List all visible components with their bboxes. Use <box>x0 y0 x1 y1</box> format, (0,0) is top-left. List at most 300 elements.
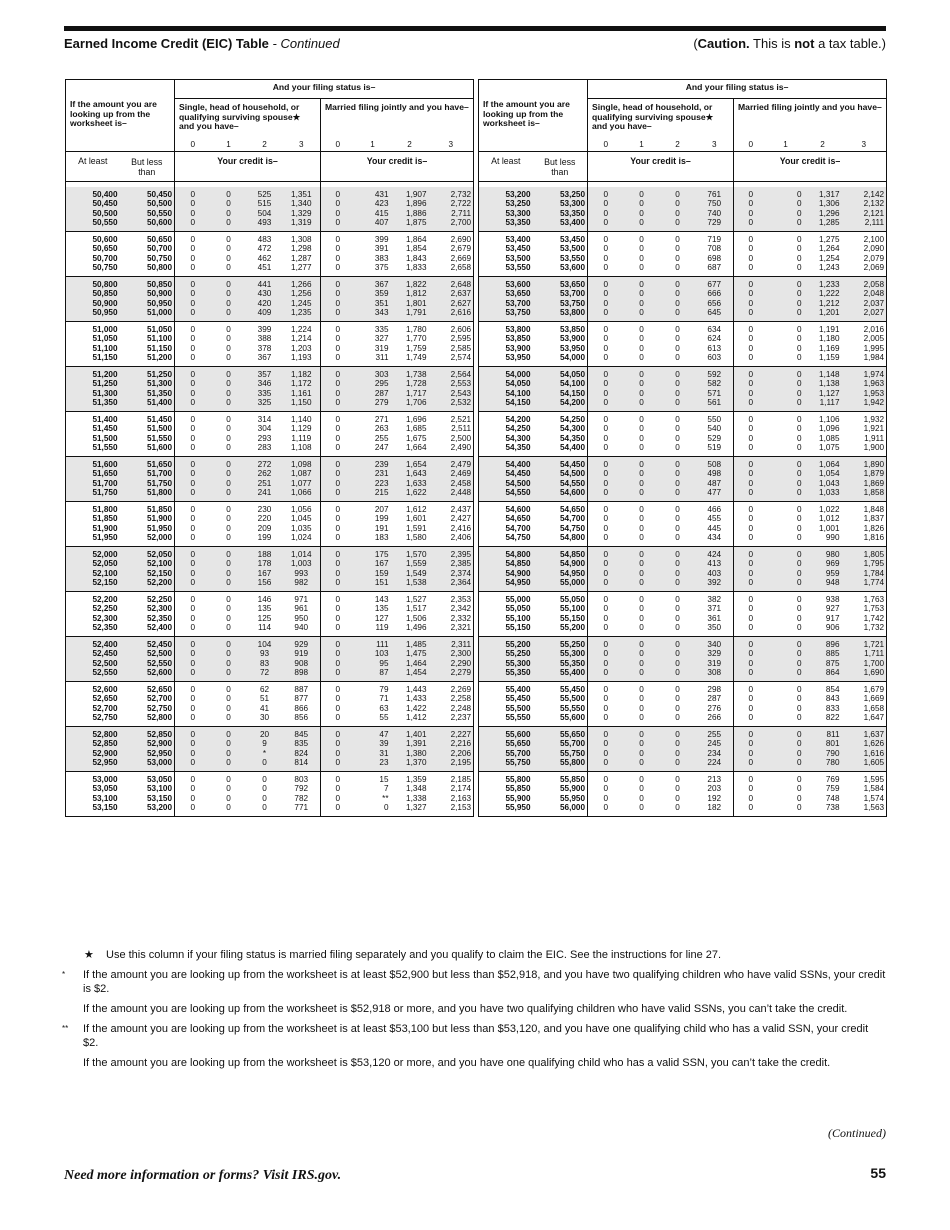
income-bound: 54,000 <box>533 353 588 366</box>
credit-value: 919 <box>283 649 321 659</box>
credit-value: 431 <box>355 187 391 200</box>
credit-value: 2,606 <box>429 321 474 334</box>
income-bound: 53,350 <box>533 209 588 219</box>
income-bound: 54,100 <box>533 379 588 389</box>
credit-value: 0 <box>768 758 804 771</box>
credit-value: 0 <box>796 244 802 253</box>
credit-value: 508 <box>696 456 734 469</box>
income-bound: 55,400 <box>479 681 533 694</box>
credit-value: 0 <box>796 604 802 613</box>
income-bound: 55,750 <box>479 758 533 771</box>
credit-value: 0 <box>675 424 680 433</box>
credit-value: 203 <box>707 784 722 793</box>
credit-value: 371 <box>707 604 722 613</box>
table-row <box>66 803 474 816</box>
credit-value: 0 <box>321 276 355 289</box>
credit-value: 0 <box>321 443 355 456</box>
credit-value: 0 <box>588 379 624 389</box>
page-header <box>64 36 886 54</box>
credit-value: 1,127 <box>804 389 842 399</box>
credit-value: 191 <box>374 523 389 533</box>
credit-value: 1,182 <box>283 366 321 379</box>
income-bound: 54,650 <box>479 514 533 524</box>
credit-value: 0 <box>190 784 196 793</box>
credit-value: 0 <box>211 739 247 749</box>
credit-value: 1,559 <box>391 559 429 569</box>
credit-value: 298 <box>707 684 722 694</box>
credit-value: 1,591 <box>406 523 427 533</box>
income-bound: 52,100 <box>120 559 175 569</box>
income-bound: 54,050 <box>479 379 533 389</box>
credit-value: 0 <box>321 321 355 334</box>
credit-value: 47 <box>355 726 391 739</box>
table-row <box>479 389 887 399</box>
credit-value: 0 <box>624 749 660 759</box>
credit-value: 1,900 <box>842 443 887 456</box>
table-row <box>479 533 887 546</box>
credit-value: 0 <box>175 569 211 579</box>
footnote-double-asterisk-2: If the amount you are looking up from the worksheet is $53,120 or more, and you have one qualifying child who has a valid SSN, you can’t take the credit. <box>83 1057 831 1069</box>
credit-value: 0 <box>175 649 211 659</box>
credit-value: 843 <box>825 694 840 703</box>
credit-value: 0 <box>588 443 624 456</box>
credit-value: 111 <box>355 636 391 649</box>
credit-value: 540 <box>707 424 722 433</box>
credit-value: 0 <box>321 794 355 804</box>
income-bound: 50,750 <box>120 254 175 264</box>
credit-value: 0 <box>190 774 196 784</box>
credit-value: 0 <box>211 398 247 411</box>
credit-value: 0 <box>660 308 696 321</box>
credit-value: 1,003 <box>283 559 321 569</box>
income-bound: 54,600 <box>479 501 533 514</box>
income-bound: 54,250 <box>479 424 533 434</box>
income-bound: 54,050 <box>533 366 588 379</box>
credit-value: 822 <box>804 713 842 726</box>
income-bound: 53,650 <box>533 276 588 289</box>
credit-value: 0 <box>768 308 804 321</box>
table-row <box>66 739 474 749</box>
table-row <box>66 366 474 379</box>
credit-value: 0 <box>211 533 247 546</box>
credit-value: 2,564 <box>429 366 474 379</box>
credit-value: 1,264 <box>819 244 840 253</box>
income-bound: 54,950 <box>479 578 533 591</box>
credit-value: 1,087 <box>283 469 321 479</box>
credit-value: 0 <box>588 479 624 489</box>
table-row <box>479 591 887 604</box>
credit-value: 750 <box>696 199 734 209</box>
income-bound: 52,850 <box>120 726 175 739</box>
income-bound: 54,200 <box>533 398 588 411</box>
credit-value: 0 <box>321 559 355 569</box>
table-row <box>479 713 887 726</box>
credit-value: 1,753 <box>842 604 887 614</box>
credit-value: 592 <box>696 366 734 379</box>
credit-value: 0 <box>321 389 355 399</box>
credit-value: 771 <box>283 803 321 816</box>
income-bound: 55,800 <box>533 758 588 771</box>
income-bound: 54,150 <box>533 389 588 399</box>
credit-value: 2,585 <box>429 344 474 354</box>
credit-value: 0 <box>639 414 644 424</box>
footnote-single-asterisk: * If the amount you are looking up from the worksheet is at least $52,900 but less than $52,918, and you have two qualifying children who have valid SSNs, your credit is $2. <box>62 969 886 995</box>
table-row <box>479 434 887 444</box>
credit-value: 0 <box>675 784 680 793</box>
credit-value: 415 <box>355 209 391 219</box>
credit-value: 0 <box>624 649 660 659</box>
credit-value: 239 <box>355 456 391 469</box>
credit-value: 1,612 <box>406 504 427 514</box>
credit-value: 0 <box>226 694 231 703</box>
credit-value: 0 <box>211 456 247 469</box>
credit-value: 103 <box>355 649 391 659</box>
star-icon: ★ <box>84 949 94 961</box>
credit-value: 0 <box>734 546 768 559</box>
income-bound: 54,350 <box>533 434 588 444</box>
eic-table-right <box>478 79 887 817</box>
income-bound: 53,850 <box>533 321 588 334</box>
credit-value: 79 <box>379 684 389 694</box>
credit-value: 1,201 <box>804 308 842 321</box>
credit-value: 1,759 <box>406 343 427 353</box>
credit-value: 0 <box>768 299 804 309</box>
income-bound: 54,300 <box>479 434 533 444</box>
credit-value: 571 <box>696 389 734 399</box>
credit-value: 125 <box>257 613 272 623</box>
credit-value: 0 <box>734 479 768 489</box>
credit-value: 135 <box>257 604 272 613</box>
income-bound: 55,850 <box>533 771 588 784</box>
credit-value: 2,711 <box>429 209 474 219</box>
credit-value: 0 <box>211 308 247 321</box>
income-bound: 54,900 <box>479 569 533 579</box>
income-bound: 52,900 <box>66 749 120 759</box>
credit-value: 178 <box>247 559 283 569</box>
credit-value: 2,722 <box>429 199 474 209</box>
credit-value: 7 <box>383 784 389 793</box>
credit-value: 0 <box>639 343 644 353</box>
credit-value: 0 <box>639 253 644 263</box>
credit-value: 0 <box>624 456 660 469</box>
table-row <box>479 623 887 636</box>
credit-value: 2,185 <box>429 771 474 784</box>
credit-value: 2,406 <box>429 533 474 546</box>
credit-value: 0 <box>226 244 231 253</box>
credit-value: 0 <box>660 398 696 411</box>
table-row <box>479 231 887 244</box>
credit-value: 0 <box>675 234 680 244</box>
credit-value: 0 <box>624 479 660 489</box>
income-bound: 53,100 <box>66 794 120 804</box>
table-row <box>66 488 474 501</box>
income-bound: 52,800 <box>120 713 175 726</box>
your-credit-header-single: Your credit is– <box>588 152 734 182</box>
income-bound: 55,900 <box>479 794 533 804</box>
credit-value: 1,837 <box>842 514 887 524</box>
credit-value: 1,001 <box>819 523 840 533</box>
credit-value: 378 <box>257 343 272 353</box>
income-bound: 50,600 <box>120 218 175 231</box>
credit-value: 0 <box>262 793 267 803</box>
credit-value: 0 <box>734 739 768 749</box>
credit-value: 0 <box>175 456 211 469</box>
credit-value: 0 <box>796 594 802 604</box>
star-icon: ★ <box>705 111 714 122</box>
credit-value: 0 <box>211 263 247 276</box>
income-bound: 51,350 <box>66 398 120 411</box>
credit-value: 0 <box>603 234 609 244</box>
credit-value: 1,391 <box>391 739 429 749</box>
credit-value: 0 <box>734 803 768 816</box>
credit-value: 0 <box>796 504 802 514</box>
credit-value: 0 <box>190 523 196 533</box>
credit-value: 0 <box>768 263 804 276</box>
income-bound: 52,050 <box>66 559 120 569</box>
credit-value: 199 <box>374 514 389 523</box>
credit-value: 2,648 <box>429 276 474 289</box>
credit-value: 0 <box>211 623 247 636</box>
credit-value: 0 <box>321 803 355 816</box>
credit-value: 677 <box>696 276 734 289</box>
income-bound: 52,550 <box>120 659 175 669</box>
credit-value: 0 <box>321 254 355 264</box>
credit-value: 2,437 <box>429 501 474 514</box>
table-row <box>66 659 474 669</box>
credit-value: 1,643 <box>391 469 429 479</box>
credit-value: 0 <box>588 636 624 649</box>
income-bound: 53,900 <box>479 344 533 354</box>
credit-value: 2,048 <box>842 289 887 299</box>
credit-value: 0 <box>624 559 660 569</box>
credit-value: 1,422 <box>406 703 427 713</box>
credit-value: 1,338 <box>406 793 427 803</box>
income-bound: 52,600 <box>66 681 120 694</box>
income-bound: 51,850 <box>66 514 120 524</box>
credit-value: 1,214 <box>291 334 312 343</box>
credit-value: 0 <box>675 604 680 613</box>
credit-value: 0 <box>321 771 355 784</box>
credit-value: 1,140 <box>291 414 312 424</box>
credit-value: 1,243 <box>804 263 842 276</box>
income-bound: 51,900 <box>120 514 175 524</box>
credit-value: 0 <box>624 366 660 379</box>
credit-value: 0 <box>624 726 660 739</box>
credit-value: 0 <box>603 334 609 343</box>
credit-value: 0 <box>226 334 231 343</box>
credit-value: 2,342 <box>429 604 474 614</box>
income-bound: 50,900 <box>66 299 120 309</box>
table-row <box>479 758 887 771</box>
credit-value: 2,195 <box>429 758 474 771</box>
credit-value: 1,801 <box>391 299 429 309</box>
credit-value: 231 <box>355 469 391 479</box>
credit-value: 423 <box>355 199 391 209</box>
table-row <box>479 649 887 659</box>
credit-value: 63 <box>379 703 389 713</box>
income-bound: 52,650 <box>66 694 120 704</box>
credit-value: 0 <box>588 218 624 231</box>
credit-value: 2,227 <box>429 726 474 739</box>
table-row <box>479 209 887 219</box>
income-bound: 53,300 <box>479 209 533 219</box>
at-least-header: At least <box>479 152 533 182</box>
credit-value: 1,298 <box>291 244 312 253</box>
credit-value: 856 <box>283 713 321 726</box>
credit-value: 2,237 <box>429 713 474 726</box>
credit-value: 0 <box>211 668 247 681</box>
credit-value: 769 <box>825 774 840 784</box>
credit-value: 287 <box>707 694 722 703</box>
income-bound: 55,000 <box>533 578 588 591</box>
credit-value: 0 <box>734 569 768 579</box>
income-bound: 53,450 <box>533 231 588 244</box>
credit-value: 314 <box>257 414 272 424</box>
credit-value: 0 <box>768 713 804 726</box>
table-row <box>479 514 887 524</box>
income-bound: 52,950 <box>120 749 175 759</box>
income-bound: 51,950 <box>120 524 175 534</box>
income-bound: 52,250 <box>120 591 175 604</box>
credit-value: 0 <box>639 523 644 533</box>
credit-value: 0 <box>247 803 283 816</box>
credit-value: 325 <box>247 398 283 411</box>
income-bound: 55,150 <box>479 623 533 636</box>
credit-value: 0 <box>675 433 680 443</box>
credit-value: 343 <box>355 308 391 321</box>
income-bound: 55,300 <box>479 659 533 669</box>
credit-value: 0 <box>321 569 355 579</box>
credit-value: 1,864 <box>406 234 427 244</box>
credit-value: 824 <box>283 749 321 759</box>
credit-value: 877 <box>294 694 309 703</box>
credit-value: 2,279 <box>429 668 474 681</box>
table-row <box>479 187 887 200</box>
table-row <box>66 244 474 254</box>
income-bound: 50,600 <box>66 231 120 244</box>
header-rule <box>64 26 886 31</box>
credit-value: 2,458 <box>429 479 474 489</box>
table-row <box>66 344 474 354</box>
credit-value: 1,812 <box>391 289 429 299</box>
credit-value: 0 <box>226 414 231 424</box>
credit-value: 2,416 <box>429 524 474 534</box>
credit-value: 0 <box>211 758 247 771</box>
credit-value: 0 <box>321 218 355 231</box>
income-bound: 51,050 <box>66 334 120 344</box>
credit-value: 241 <box>247 488 283 501</box>
credit-value: 0 <box>734 334 768 344</box>
children-count-single: 2 <box>660 138 696 152</box>
credit-value: 2,258 <box>429 694 474 704</box>
credit-value: 1,795 <box>842 559 887 569</box>
income-bound: 55,050 <box>479 604 533 614</box>
credit-value: 0 <box>211 187 247 200</box>
credit-value: 2,090 <box>842 244 887 254</box>
credit-value: 0 <box>639 684 644 694</box>
credit-value: 1,907 <box>391 187 429 200</box>
credit-value: 420 <box>247 299 283 309</box>
income-bound: 54,000 <box>479 366 533 379</box>
income-bound: 54,950 <box>533 569 588 579</box>
credit-value: 0 <box>639 244 644 253</box>
credit-value: 929 <box>283 636 321 649</box>
credit-value: 1,517 <box>406 604 427 613</box>
table-row <box>479 524 887 534</box>
credit-value: 0 <box>734 443 768 456</box>
income-bound: 51,750 <box>66 488 120 501</box>
credit-value: 0 <box>226 613 231 623</box>
credit-value: 0 <box>639 774 644 784</box>
credit-value: 0 <box>734 501 768 514</box>
credit-value: 0 <box>226 594 231 604</box>
credit-value: 0 <box>321 299 355 309</box>
income-bound: 50,500 <box>120 199 175 209</box>
credit-value: 0 <box>175 546 211 559</box>
credit-value: 0 <box>796 523 802 533</box>
credit-value: 1,696 <box>406 414 427 424</box>
credit-value: 0 <box>175 353 211 366</box>
credit-value: 0 <box>190 424 196 433</box>
table-row <box>66 209 474 219</box>
credit-value: 582 <box>696 379 734 389</box>
income-bound: 52,500 <box>120 649 175 659</box>
credit-value: 0 <box>768 533 804 546</box>
credit-value: 0 <box>660 758 696 771</box>
credit-value: 634 <box>707 324 722 334</box>
credit-value: 0 <box>190 703 196 713</box>
credit-value: 0 <box>321 784 355 794</box>
income-bound: 53,300 <box>533 199 588 209</box>
income-bound: 53,950 <box>533 344 588 354</box>
credit-value: 2,690 <box>429 231 474 244</box>
credit-value: 0 <box>734 623 768 636</box>
credit-value: 1,584 <box>842 784 887 794</box>
credit-value: 1,306 <box>804 199 842 209</box>
credit-value: 0 <box>660 578 696 591</box>
credit-value: 0 <box>639 433 644 443</box>
credit-value: 0 <box>734 199 768 209</box>
credit-value: 0 <box>175 308 211 321</box>
credit-value: 782 <box>294 793 309 803</box>
income-bound: 53,700 <box>533 289 588 299</box>
income-bound: 54,300 <box>533 424 588 434</box>
credit-value: 0 <box>175 187 211 200</box>
income-bound: 53,400 <box>533 218 588 231</box>
children-count-single: 1 <box>624 138 660 152</box>
credit-value: 738 <box>804 803 842 816</box>
credit-value: 0 <box>321 614 355 624</box>
table-row <box>479 218 887 231</box>
credit-value: 1,622 <box>391 488 429 501</box>
credit-value: 0 <box>734 424 768 434</box>
credit-value: 0 <box>321 434 355 444</box>
credit-value: 1,791 <box>391 308 429 321</box>
credit-value: 1,953 <box>842 389 887 399</box>
caution-note: (Caution. This is not a tax table.) <box>693 36 886 51</box>
credit-value: 0 <box>321 456 355 469</box>
credit-value: 399 <box>374 234 389 244</box>
credit-value: 0 <box>588 299 624 309</box>
credit-value: 175 <box>355 546 391 559</box>
credit-value: 0 <box>675 414 680 424</box>
credit-value: 1,433 <box>406 694 427 703</box>
credit-value: 0 <box>768 456 804 469</box>
credit-value: 0 <box>226 433 231 443</box>
table-row <box>479 289 887 299</box>
credit-value: 0 <box>639 514 644 523</box>
credit-value: 2,395 <box>429 546 474 559</box>
